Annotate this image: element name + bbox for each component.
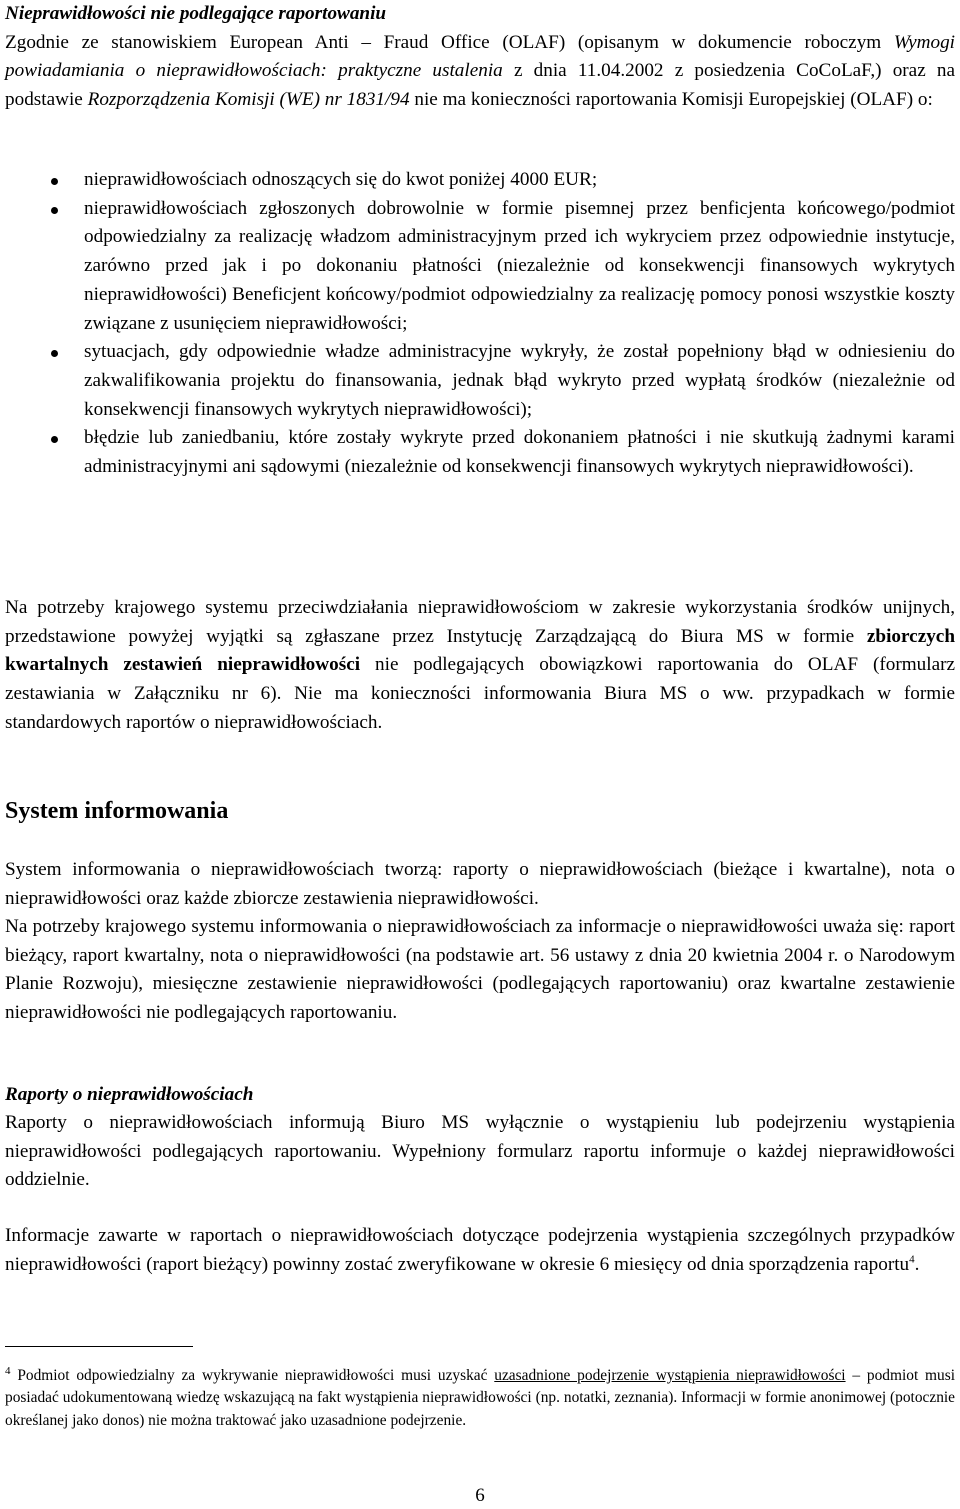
paragraph-text: Na potrzeby krajowego systemu przeciwdziałania nieprawidłowościom w zakresie wykorzystania środków unijnych, przedstawione powyżej wyjątki są zgłaszane przez Instytucję Zarządzającą do Biura MS w formie	[5, 597, 955, 647]
list-item-text: nieprawidłowościach zgłoszonych dobrowolnie w formie pisemnej przez benficjenta końcowego/podmiot odpowiedzialny za realizację władzom administracyjnym przed ich wykryciem przez odpowiednie instytucje, zarówno przed jak i po dokonaniu płatności (niezależnie od konsekwencji finansowych wykrytych nieprawidłowości) Beneficjent końcowy/podmiot odpowiedzialny za realizację pomocy ponosi wszystkie koszty związane z usunięciem nieprawidłowości;	[84, 197, 955, 334]
bullet-icon	[51, 207, 58, 214]
system-paragraph-2: Na potrzeby krajowego systemu informowania o nieprawidłowościach za informacje o nieprawidłowości uważa się: raport bieżący, raport kwartalny, nota o nieprawidłowości (na podstawie art. 56 ustawy z dnia 20 kwietnia 2004 r. o Narodowym Planie Rozwoju), miesięczne zestawienie nieprawidłowości (podlegających raportowaniu) oraz kwartalne zestawienie nieprawidłowości nie podlegających raportowaniu.	[5, 916, 955, 1024]
system-paragraph-1: System informowania o nieprawidłowościach tworzą: raporty o nieprawidłowościach (bieżące i kwartalne), nota o nieprawidłowości oraz każde zbiorcze zestawienia nieprawidłowości.	[5, 859, 955, 909]
footnote-text: Podmiot odpowiedzialny za wykrywanie nieprawidłowości musi uzyskać	[10, 1367, 495, 1384]
list-item-text: sytuacjach, gdy odpowiednie władze administracyjne wykryły, że został popełniony błąd w odniesieniu do zakwalifikowania projektu do finansowania, jednak błąd wykryto przed wypłatą środków (niezależnie od konsekwencji finansowych wykrytych nieprawidłowości);	[84, 341, 955, 420]
list-item-text: błędzie lub zaniedbaniu, które zostały wykryte przed dokonaniem płatności i nie skutkują żadnymi karami administracyjnymi ani sądowymi (niezależnie od konsekwencji finansowych wykrytych nieprawidłowości).	[84, 427, 955, 478]
exceptions-list	[5, 166, 955, 482]
bullet-icon	[51, 178, 58, 185]
footnote-underlined-phrase: uzasadnione podejrzenie wystąpienia nieprawidłowości	[494, 1367, 846, 1384]
section-heading: Nieprawidłowości nie podlegające raportowaniu	[5, 3, 387, 24]
reports-paragraph-2	[5, 1222, 955, 1279]
section-heading-system: System informowania	[5, 798, 229, 824]
section-heading-reports: Raporty o nieprawidłowościach	[5, 1084, 254, 1105]
list-item	[5, 424, 955, 481]
page-number: 6	[475, 1485, 485, 1506]
list-item	[5, 166, 955, 195]
reports-paragraph-1: Raporty o nieprawidłowościach informują Biuro MS wyłącznie o wystąpieniu lub podejrzeniu wystąpienia nieprawidłowości podlegających raportowaniu. Wypełniony formularz raportu informuje o każdej nieprawidłowości oddzielnie.	[5, 1112, 955, 1191]
bold-phrase: zbiorczych kwartalnych zestawień nieprawidłowości	[5, 625, 955, 676]
bullet-icon	[51, 350, 58, 357]
list-item	[5, 195, 955, 339]
footnote	[5, 1365, 955, 1432]
national-system-paragraph	[5, 594, 955, 738]
footnote-reference: 4	[909, 1253, 915, 1266]
list-item-text: nieprawidłowościach odnoszących się do kwot poniżej 4000 EUR;	[84, 169, 598, 190]
paragraph-text: Informacje zawarte w raportach o nieprawidłowościach dotyczące podejrzenia wystąpienia szczególnych przypadków nieprawidłowości (raport bieżący) powinny zostać zweryfikowane w okresie 6 miesięcy od dnia sporządzenia raportu	[5, 1225, 955, 1275]
paragraph-text: nie podlegających obowiązkowi raportowania do OLAF (formularz zestawiania w Załączniku nr 6). Nie ma konieczności informowania Biura MS o ww. przypadkach w formie standardowych raportów o nieprawidłowościach.	[5, 654, 955, 733]
intro-text: Zgodnie ze stanowiskiem European Anti – Fraud Office (OLAF) (opisanym w dokumencie roboczym	[5, 31, 894, 53]
intro-text: z dnia 11.04.2002 z posiedzenia CoCoLaF,) oraz na podstawie	[5, 60, 956, 111]
footnote-mark: 4	[5, 1364, 11, 1377]
bullet-icon	[51, 436, 58, 443]
footnote-text: – podmiot musi posiadać udokumentowaną wiedzę wskazującą na fakt wystąpienia nieprawidłowości (np. notatki, zeznania). Informacji w formie anonimowej (potocznie określanej jako donos) nie można traktować jako uzasadnione podejrzenie.	[5, 1367, 955, 1429]
paragraph-text: .	[914, 1253, 920, 1275]
section-non-reportable	[5, 0, 955, 115]
list-item	[5, 338, 955, 424]
footnote-separator	[5, 1346, 193, 1347]
intro-text: nie ma konieczności raportowania Komisji Europejskiej (OLAF) o:	[409, 89, 933, 111]
intro-paragraph	[5, 29, 955, 115]
intro-italic-title: Wymogi powiadamiania o nieprawidłowościach: praktyczne ustalenia	[5, 31, 955, 82]
intro-italic-regulation: Rozporządzenia Komisji (WE) nr 1831/94	[87, 89, 410, 111]
